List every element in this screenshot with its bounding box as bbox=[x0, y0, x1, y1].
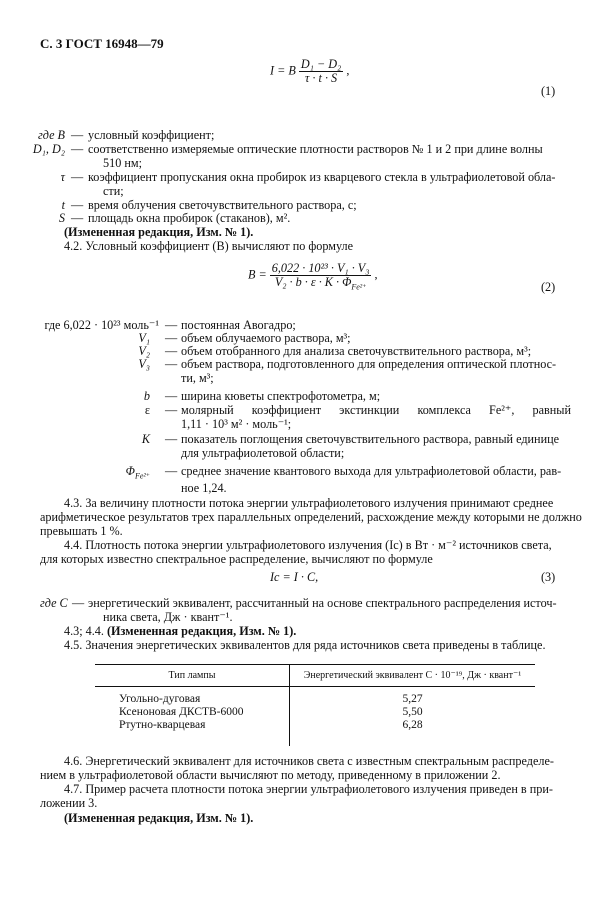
def-symbol: τ bbox=[60, 170, 65, 184]
paragraph-4-3-line1: 4.3. За величину плотности потока энергии ультрафиолетового излучения принимают среднее bbox=[64, 496, 554, 510]
table-row bbox=[95, 706, 535, 719]
table-cell-lamp: Ртутно-кварцевая bbox=[119, 719, 206, 731]
def-text-cont: для ультрафиолетовой области; bbox=[181, 446, 345, 460]
def-text-cont: 1,11 · 10³ м² · моль⁻¹; bbox=[181, 417, 292, 431]
def-dash: — bbox=[71, 198, 84, 212]
energy-equivalents-table bbox=[95, 664, 535, 746]
formula-2-den-sub: Fe²⁺ bbox=[351, 282, 367, 292]
paragraph-4-3-line3: превышать 1 %. bbox=[40, 524, 123, 538]
def-symbol: S bbox=[58, 211, 65, 225]
formula-2-tail: , bbox=[374, 267, 378, 282]
def-dash: — bbox=[165, 389, 178, 403]
table-header-lamp-type: Тип лампы bbox=[95, 665, 290, 687]
def-text-cont: ти, м³; bbox=[181, 371, 214, 385]
formula-2-numerator: 6,022 · 10²³ · V₁ · V₃ bbox=[271, 261, 370, 275]
def-text-cont: сти; bbox=[103, 184, 124, 198]
table-row bbox=[95, 687, 535, 707]
def-symbol-sub: Fe²⁺ bbox=[134, 471, 150, 481]
formula-2-lhs: B = bbox=[248, 267, 267, 282]
formula-1-fraction bbox=[299, 58, 343, 85]
amendment-note-4-3-4-4 bbox=[64, 624, 296, 638]
def-symbol: ε bbox=[144, 403, 150, 417]
formula-1-denominator: τ · t · S bbox=[305, 71, 338, 85]
paragraph-4-5: 4.5. Значения энергетических эквивалентов для ряда источников света приведены в таблице. bbox=[64, 638, 546, 652]
formula-1-lhs: I = B bbox=[270, 63, 296, 78]
def-symbol: V₁ bbox=[138, 331, 150, 345]
amendment-note-final: (Измененная редакция, Изм. № 1). bbox=[64, 811, 254, 825]
def-symbol: D₁, D₂ bbox=[32, 142, 65, 156]
formula-1-number: (1) bbox=[541, 84, 556, 98]
def-text: площадь окна пробирок (стаканов), м². bbox=[88, 211, 291, 225]
def-dash: — bbox=[71, 128, 84, 142]
def-symbol: где 6,022 · 10²³ моль⁻¹ bbox=[44, 318, 159, 332]
def-dash: — bbox=[72, 596, 85, 610]
def-dash: — bbox=[165, 331, 178, 345]
def-text: время облучения светочувствительного раствора, с; bbox=[88, 198, 357, 212]
table-header-energy-equivalent: Энергетический эквивалент C · 10⁻¹⁹, Дж · квант⁻¹ bbox=[290, 665, 536, 687]
def-symbol: b bbox=[143, 389, 150, 403]
def-symbol-main: Φ bbox=[125, 464, 135, 478]
formula-2-den-main: V₂ · b · ε · K · Φ bbox=[274, 275, 352, 289]
def-text: соответственно измеряемые оптические плотности растворов № 1 и 2 при длине волны bbox=[88, 142, 543, 156]
formula-1-numerator: D₁ − D₂ bbox=[300, 57, 342, 71]
table-header-row bbox=[95, 665, 535, 687]
def-text: условный коэффициент; bbox=[88, 128, 215, 142]
def-symbol: V₂ bbox=[138, 344, 150, 358]
def-text: постоянная Авогадро; bbox=[181, 318, 296, 332]
def-text: объем раствора, подготовленного для определения оптической плотнос- bbox=[181, 357, 557, 371]
def-dash: — bbox=[71, 142, 84, 156]
def-text-cont: ника света, Дж · квант⁻¹. bbox=[103, 610, 233, 624]
amendment-prefix: 4.3; 4.4. bbox=[64, 624, 104, 638]
table-cell-value: 5,50 bbox=[290, 706, 536, 719]
def-text: объем облучаемого раствора, м³; bbox=[181, 331, 351, 345]
formula-2 bbox=[248, 261, 378, 292]
def-symbol: где B bbox=[38, 128, 65, 142]
paragraph-4-4-line2: для которых известно спектральное распределение, вычисляют по формуле bbox=[40, 552, 433, 566]
def-dash: — bbox=[165, 464, 178, 478]
formula-3: Iс = I · C, bbox=[270, 570, 319, 584]
def-symbol: V₃ bbox=[138, 357, 150, 371]
def-text: энергетический эквивалент, рассчитанный на основе спектрального распределения источ- bbox=[88, 596, 557, 610]
paragraph-4-6-line2: нием в ультрафиолетовой области вычисляют по методу, приведенному в приложении 2. bbox=[40, 768, 501, 782]
def-symbol bbox=[126, 464, 150, 479]
def-text-cont: ное 1,24. bbox=[181, 481, 227, 495]
table-row bbox=[95, 719, 535, 746]
table-cell-value: 5,27 bbox=[290, 687, 536, 707]
def-dash: — bbox=[165, 344, 178, 358]
paragraph-4-6-line1: 4.6. Энергетический эквивалент для источников света с известным спектральным распределе- bbox=[64, 754, 554, 768]
formula-2-number: (2) bbox=[541, 280, 556, 294]
def-symbol: где C bbox=[40, 596, 68, 610]
table-cell-lamp: Угольно-дуговая bbox=[119, 693, 201, 705]
amendment-bold: (Измененная редакция, Изм. № 1). bbox=[107, 624, 297, 638]
def-text: ширина кюветы спектрофотометра, м; bbox=[181, 389, 381, 403]
def-text: среднее значение квантового выхода для ультрафиолетовой области, рав- bbox=[181, 464, 562, 478]
def-text: молярный коэффициент экстинкции комплекса Fe²⁺, равный bbox=[181, 403, 571, 417]
def-symbol: K bbox=[141, 432, 150, 446]
paragraph-4-2: 4.2. Условный коэффициент (B) вычисляют по формуле bbox=[64, 239, 354, 253]
paragraph-4-7-line1: 4.7. Пример расчета плотности потока энергии ультрафиолетового излучения приведен в при- bbox=[64, 782, 553, 796]
formula-2-denominator bbox=[273, 275, 369, 292]
def-dash: — bbox=[165, 432, 178, 446]
def-text: показатель поглощения светочувствительного раствора, равный единице bbox=[181, 432, 560, 446]
paragraph-4-3-line2: арифметическое результатов трех параллельных определений, расхождение между которыми не должно bbox=[40, 510, 582, 524]
page-header: С. 3 ГОСТ 16948—79 bbox=[40, 36, 164, 51]
def-dash: — bbox=[71, 170, 84, 184]
paragraph-4-4-line1: 4.4. Плотность потока энергии ультрафиолетового излучения (Iс) в Вт · м⁻² источников света, bbox=[64, 538, 552, 552]
def-text: коэффициент пропускания окна пробирок из кварцевого стекла в ультрафиолетовой обла- bbox=[88, 170, 556, 184]
def-text: объем отобранного для анализа светочувствительного раствора, м³; bbox=[181, 344, 532, 358]
amendment-note: (Измененная редакция, Изм. № 1). bbox=[64, 225, 254, 239]
table-cell-value: 6,28 bbox=[290, 719, 536, 746]
formula-1-tail: , bbox=[346, 63, 350, 78]
def-text-cont: 510 нм; bbox=[103, 156, 142, 170]
formula-1 bbox=[270, 58, 349, 85]
def-dash: — bbox=[165, 357, 178, 371]
def-dash: — bbox=[165, 318, 178, 332]
formula-2-fraction bbox=[270, 261, 372, 292]
paragraph-4-7-line2: ложении 3. bbox=[40, 796, 98, 810]
def-symbol: t bbox=[61, 198, 65, 212]
formula-3-number: (3) bbox=[541, 570, 556, 584]
table-cell-lamp: Ксеноновая ДКСТВ-6000 bbox=[119, 706, 244, 718]
def-dash: — bbox=[71, 211, 84, 225]
def-dash: — bbox=[165, 403, 178, 417]
